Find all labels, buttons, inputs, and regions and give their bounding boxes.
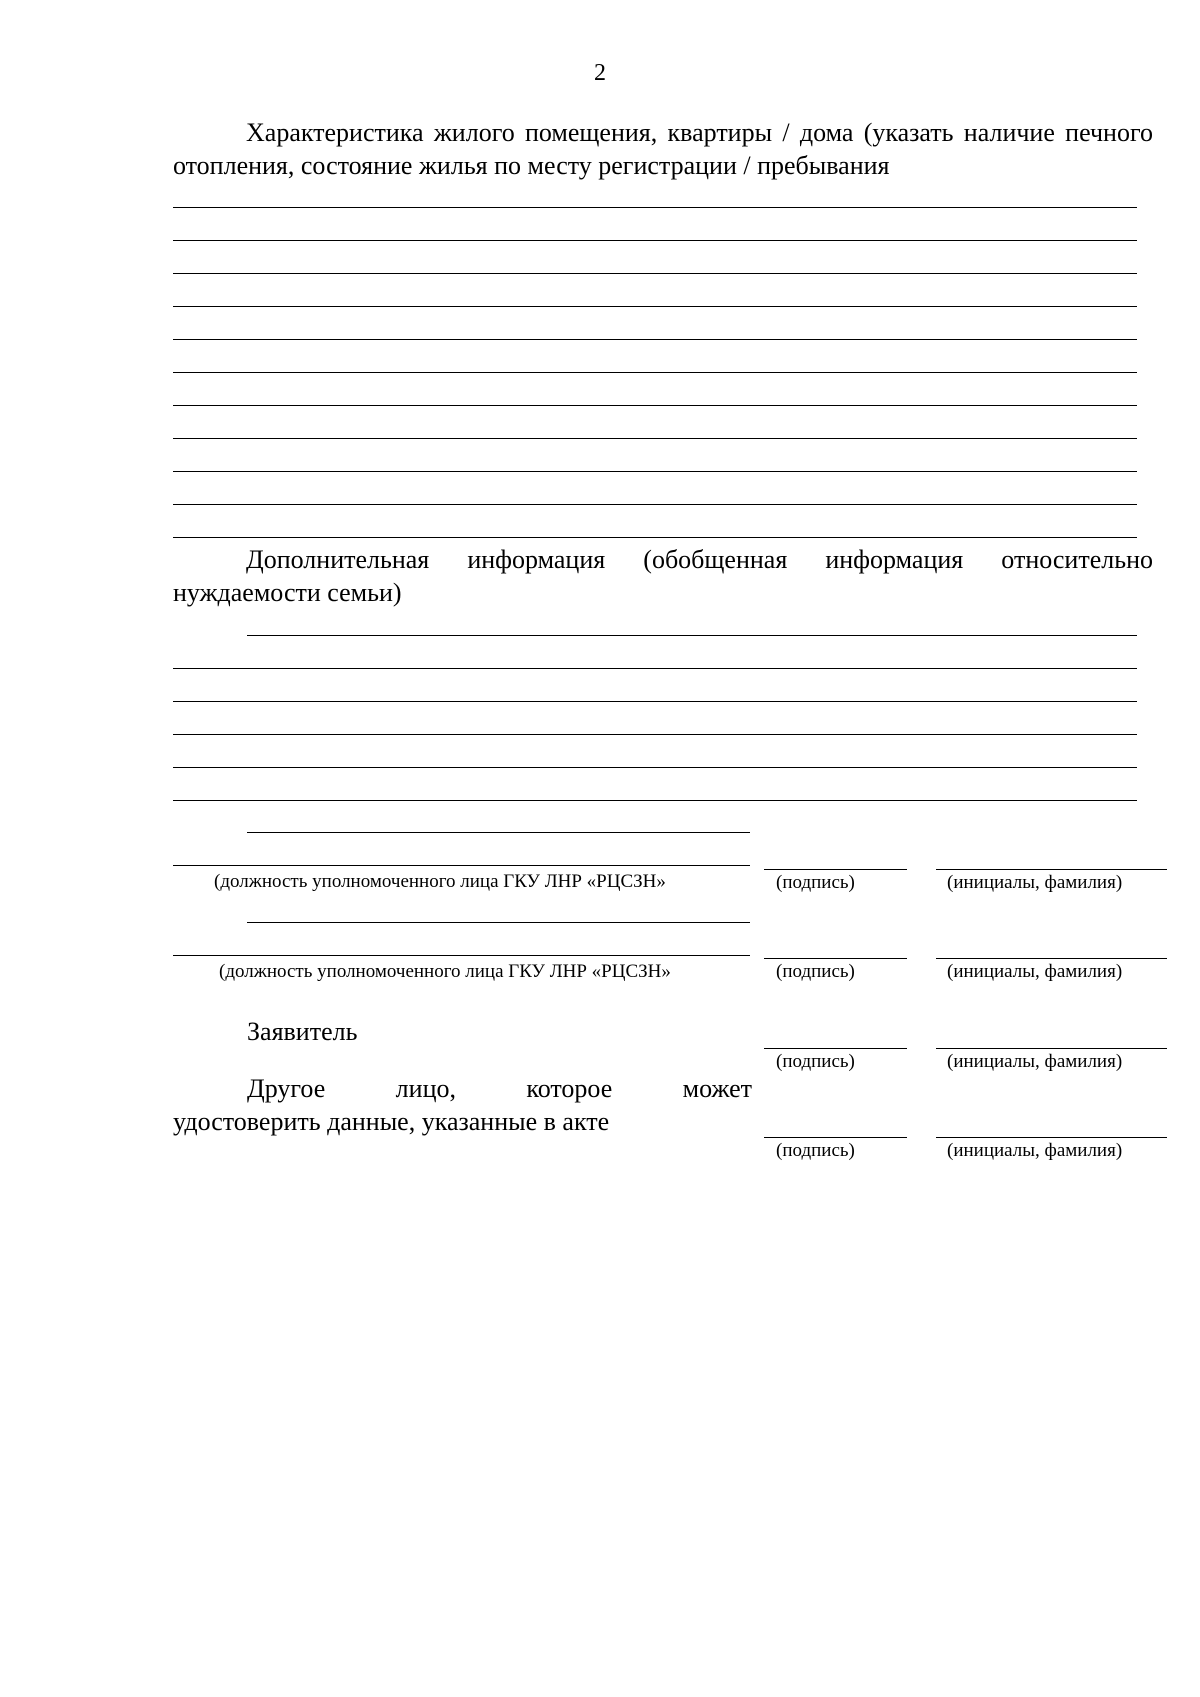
housing-fill-line[interactable] <box>173 504 1137 505</box>
other-person-signature-caption: (подпись) <box>776 1140 855 1161</box>
applicant-label: Заявитель <box>247 1017 358 1046</box>
other-person-name-caption: (инициалы, фамилия) <box>947 1140 1123 1161</box>
official-signature-line[interactable] <box>764 958 907 959</box>
additional-fill-line[interactable] <box>173 668 1137 669</box>
official-position-line[interactable] <box>173 955 750 956</box>
additional-fill-line[interactable] <box>173 701 1137 702</box>
official-position-line[interactable] <box>173 865 750 866</box>
other-person-label-line1: Другое лицо, которое может <box>247 1074 752 1103</box>
official-signature-caption: (подпись) <box>776 872 855 893</box>
housing-fill-line[interactable] <box>173 471 1137 472</box>
official-name-caption: (инициалы, фамилия) <box>947 961 1123 982</box>
additional-fill-line[interactable] <box>173 767 1137 768</box>
official-position-line[interactable] <box>247 922 750 923</box>
additional-fill-line[interactable] <box>247 635 1137 636</box>
housing-fill-line[interactable] <box>173 240 1137 241</box>
official-position-caption: (должность уполномоченного лица ГКУ ЛНР «РЦСЗН» <box>219 961 671 982</box>
housing-fill-line[interactable] <box>173 438 1137 439</box>
other-person-name-line[interactable] <box>936 1137 1167 1138</box>
housing-fill-line[interactable] <box>173 372 1137 373</box>
official-signature-line[interactable] <box>764 869 907 870</box>
housing-fill-line[interactable] <box>173 273 1137 274</box>
housing-fill-line[interactable] <box>173 537 1137 538</box>
other-person-label-line2: удостоверить данные, указанные в акте <box>173 1107 610 1136</box>
housing-section-text: Характеристика жилого помещения, квартиры / дома (указать наличие печного отопления, состояние жилья по месту регистрации / пребывания <box>173 118 1153 180</box>
housing-fill-line[interactable] <box>173 339 1137 340</box>
applicant-signature-line[interactable] <box>764 1048 907 1049</box>
official-name-line[interactable] <box>936 869 1167 870</box>
official-name-caption: (инициалы, фамилия) <box>947 872 1123 893</box>
housing-fill-line[interactable] <box>173 207 1137 208</box>
applicant-name-caption: (инициалы, фамилия) <box>947 1051 1123 1072</box>
housing-fill-line[interactable] <box>173 405 1137 406</box>
official-position-line[interactable] <box>247 832 750 833</box>
page-number: 2 <box>594 60 606 86</box>
applicant-signature-caption: (подпись) <box>776 1051 855 1072</box>
additional-fill-line[interactable] <box>173 734 1137 735</box>
additional-section-text: Дополнительная информация (обобщенная информация относительно нуждаемости семьи) <box>173 545 1153 607</box>
other-person-signature-line[interactable] <box>764 1137 907 1138</box>
official-position-caption: (должность уполномоченного лица ГКУ ЛНР «РЦСЗН» <box>214 871 666 892</box>
official-signature-caption: (подпись) <box>776 961 855 982</box>
additional-fill-line[interactable] <box>173 800 1137 801</box>
applicant-name-line[interactable] <box>936 1048 1167 1049</box>
housing-fill-line[interactable] <box>173 306 1137 307</box>
official-name-line[interactable] <box>936 958 1167 959</box>
